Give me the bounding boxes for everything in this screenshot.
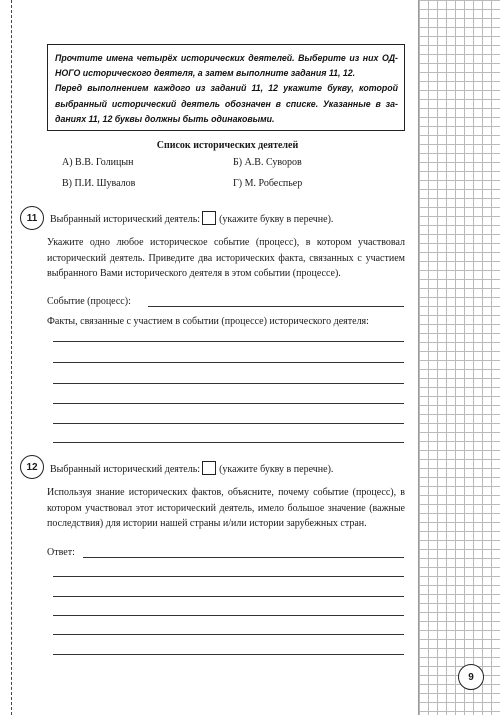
answer-line[interactable] [53, 634, 404, 635]
answer-line[interactable] [53, 615, 404, 616]
task12-selected-row [50, 461, 333, 475]
task-number-badge: 11 [20, 206, 44, 230]
selected-label: Выбранный исторический деятель: [50, 464, 201, 475]
answer-line[interactable] [53, 596, 404, 597]
answer-line[interactable] [53, 383, 404, 384]
option-g: Г) М. Робеспьер [233, 178, 303, 189]
answer-line[interactable] [53, 362, 404, 363]
answer-line[interactable] [53, 442, 404, 443]
instruction-line: выбранный исторический деятель обозначен в списке. Указанные в за- [55, 98, 398, 109]
event-label: Событие (процесс): [47, 296, 131, 307]
answer-line[interactable] [53, 576, 404, 577]
instruction-line: Прочтите имена четырёх исторических деятелей. Выберите из них ОД- [55, 53, 398, 63]
instruction-line: Перед выполнением каждого из заданий 11, 12 укажите букву, которой [55, 83, 398, 94]
facts-label: Факты, связанные с участием в событии (процессе) исторического деятеля: [47, 316, 369, 327]
answer-line[interactable] [83, 557, 404, 558]
answer-line[interactable] [53, 403, 404, 404]
list-title: Список исторических деятелей [156, 140, 299, 151]
answer-line[interactable] [53, 654, 404, 655]
page-number: 9 [458, 664, 484, 690]
answer-label: Ответ: [47, 547, 75, 558]
answer-line[interactable] [148, 306, 404, 307]
cut-line [11, 0, 12, 715]
option-b: Б) А.В. Суворов [233, 157, 302, 168]
task-number-badge: 12 [20, 455, 44, 479]
task12-text: Используя знание исторических фактов, объясните, почему событие (процесс), в котором участвовал этот исторический деятель, имело большое значение (важные последствия) для истории нашей страны и/или истории зарубежных стран. [47, 487, 405, 529]
task11-selected-row [50, 211, 333, 225]
answer-line[interactable] [53, 341, 404, 342]
option-v: В) П.И. Шувалов [62, 178, 136, 189]
task11-text: Укажите одно любое историческое событие (процесс), в котором участвовал исторический деятель. Приведите два исторических факта, связанных с участием выбранного Вами исторического деятеля в этом событии (процессе). [47, 237, 405, 279]
letter-answer-box[interactable] [202, 461, 216, 475]
letter-answer-box[interactable] [202, 211, 216, 225]
instruction-line: даниях 11, 12 буквы должны быть одинаковыми. [55, 113, 275, 124]
answer-grid-margin [418, 0, 500, 715]
instruction-box [47, 44, 405, 131]
selected-hint: (укажите букву в перечне). [219, 464, 334, 475]
answer-line[interactable] [53, 423, 404, 424]
instruction-line: НОГО исторического деятеля, а затем выполните задания 11, 12. [55, 68, 356, 79]
selected-label: Выбранный исторический деятель: [50, 214, 201, 225]
option-a: А) В.В. Голицын [62, 157, 134, 168]
selected-hint: (укажите букву в перечне). [219, 214, 334, 225]
